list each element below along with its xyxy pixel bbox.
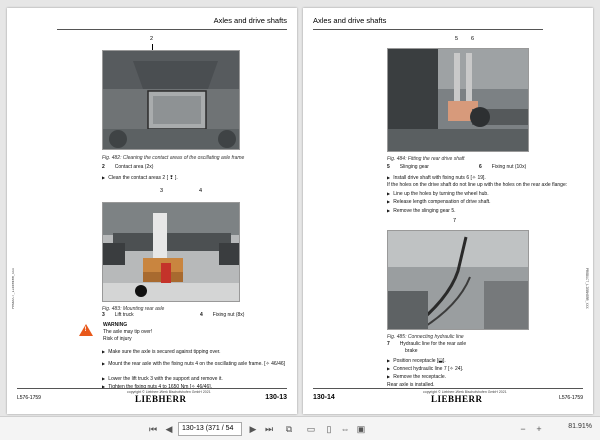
figure-caption: Fig. 482: Cleaning the contact areas of the oscillating axle frame: [102, 155, 245, 161]
page-number-input[interactable]: 130-13 (371 / 54: [178, 422, 242, 436]
step-text: Mount the rear axle with the fixing nuts 4 on the oscillating axle frame. [✧ 46/46]: [108, 361, 286, 367]
step-arrow-icon: ▶: [387, 358, 391, 363]
instruction-step: [102, 360, 287, 368]
photo-mounting-rear-axle: [102, 202, 240, 302]
legend-text: Hydraulic line for the rear axle: [399, 341, 467, 347]
legend-number: 5: [387, 164, 390, 170]
step-arrow-icon: ▶: [387, 208, 391, 213]
photo-hydraulic-line: [387, 230, 529, 330]
instruction-step: [387, 365, 463, 373]
previous-page-button[interactable]: ◀: [165, 424, 173, 434]
left-page: [7, 8, 297, 414]
step-text: Position receptacle [⬓].: [393, 358, 446, 364]
photo-oscillating-axle-frame: [102, 50, 240, 150]
fit-width-icon[interactable]: ⇔: [340, 424, 350, 434]
figure-caption: Fig. 483: Mounting rear axle: [102, 306, 165, 312]
copyright-text: copyright © Liebherr-Werk Bischofshofen GmbH 2021: [423, 390, 507, 394]
step-text: Tighten the fixing nuts 4 to 1650 Nm [✧ 46/46].: [108, 384, 213, 390]
warning-title: WARNING: [103, 322, 128, 328]
side-label: PRODUCT_LIEBHERR_XXX: [584, 268, 588, 309]
step-arrow-icon: ▶: [387, 175, 391, 180]
photo-illustration: [388, 49, 529, 152]
photo-rear-drive-shaft: [387, 48, 529, 152]
instruction-step: [102, 375, 223, 383]
step-arrow-icon: ▶: [102, 384, 106, 389]
instruction-step: [102, 348, 221, 356]
two-page-icon[interactable]: ▯: [326, 424, 332, 434]
legend-number: 2: [102, 164, 105, 170]
legend-row: [102, 312, 134, 319]
legend-row: [200, 312, 244, 319]
zoom-level[interactable]: 81.91%: [568, 423, 592, 430]
legend-text: Slinging gear: [399, 164, 429, 170]
step-text: Release length compensation of drive shaft.: [393, 199, 491, 205]
instruction-step: [387, 198, 491, 206]
zoom-in-button[interactable]: +: [536, 424, 542, 434]
instruction-note: If the holes on the drive shaft do not line up with the holes on the rear axle flange:: [387, 182, 568, 188]
instruction-step: [387, 190, 489, 198]
warning-icon: !: [79, 324, 93, 336]
page-footer: [17, 388, 287, 404]
liebherr-logo: LIEBHERR: [431, 394, 483, 404]
step-arrow-icon: ▶: [387, 199, 391, 204]
photo-illustration: [388, 231, 529, 330]
step-text: Make sure the axle is secured against tipping over.: [108, 349, 221, 355]
document-code: L576-1759: [559, 395, 583, 401]
liebherr-logo: LIEBHERR: [135, 394, 187, 404]
side-label: PRODUCT_LIEBHERR_XXX: [12, 268, 16, 309]
page-number: 130-14: [313, 394, 335, 401]
legend-row: [479, 164, 526, 171]
page-footer: [313, 388, 583, 404]
next-page-button[interactable]: ▶: [249, 424, 257, 434]
instruction-step: [387, 207, 456, 215]
page-header: Axles and drive shafts: [313, 16, 543, 30]
legend-text: Fixing nut (10x): [491, 164, 527, 170]
legend-number: 7: [387, 341, 390, 347]
last-page-button[interactable]: ⏭: [264, 424, 274, 434]
viewer-toolbar: [0, 416, 600, 440]
legend-text-continued: brake: [405, 348, 418, 354]
legend-text: Fixing nut (8x): [212, 312, 245, 318]
step-text: Remove the receptacle.: [393, 374, 447, 380]
document-code: L576-1759: [17, 395, 41, 401]
page-number: 130-13: [265, 394, 287, 401]
callout-4: 4: [199, 188, 203, 194]
fit-page-icon[interactable]: ▣: [356, 424, 366, 434]
step-text: Lower the lift truck 3 with the support and remove it.: [108, 376, 223, 382]
callout-2: 2: [150, 36, 154, 42]
step-arrow-icon: ▶: [102, 175, 106, 180]
step-text: Connect hydraulic line 7 [✧ 24].: [393, 366, 464, 372]
legend-number: 3: [102, 312, 105, 318]
copy-icon[interactable]: ⧉: [285, 424, 293, 434]
single-page-icon[interactable]: ▭: [306, 424, 316, 434]
instruction-step: [387, 357, 446, 365]
legend-row: [387, 164, 429, 171]
first-page-button[interactable]: ⏮: [148, 424, 158, 434]
callout-7: 7: [453, 218, 457, 224]
warning-text-block: [103, 322, 152, 344]
warning-line: The axle may tip over!: [103, 329, 153, 336]
step-text: Line up the holes by turning the wheel hub.: [393, 191, 489, 197]
legend-number: 6: [479, 164, 482, 170]
step-arrow-icon: ▶: [102, 361, 106, 366]
step-text: Remove the slinging gear 5.: [393, 208, 456, 214]
step-text: Clean the contact areas 2 [ ❢ ].: [108, 175, 178, 181]
figure-caption: Fig. 485: Connecting hydraulic line: [387, 334, 464, 340]
warning-line: Risk of injury: [103, 336, 132, 343]
step-text: Install drive shaft with fixing nuts 6 [✧ 19].: [393, 175, 486, 181]
page-header: Axles and drive shafts: [57, 16, 287, 30]
instruction-step: [387, 373, 446, 381]
completion-note: Rear axle is installed.: [387, 382, 435, 388]
legend-number: 4: [200, 312, 203, 318]
copyright-text: copyright © Liebherr-Werk Bischofshofen GmbH 2021: [127, 390, 211, 394]
zoom-out-button[interactable]: −: [520, 424, 526, 434]
photo-illustration: [103, 51, 240, 150]
legend-text: Lift truck: [114, 312, 134, 318]
photo-illustration: [103, 203, 240, 302]
step-arrow-icon: ▶: [387, 374, 391, 379]
callout-5: 5: [455, 36, 459, 42]
legend-text: Contact area (2x): [114, 164, 154, 170]
step-arrow-icon: ▶: [387, 191, 391, 196]
instruction-step: [102, 174, 178, 182]
step-arrow-icon: ▶: [102, 376, 106, 381]
figure-caption: Fig. 484: Fitting the rear drive shaft: [387, 156, 465, 162]
step-arrow-icon: ▶: [387, 366, 391, 371]
legend-row: [387, 341, 466, 348]
callout-3: 3: [160, 188, 164, 194]
legend-row: [102, 164, 153, 171]
callout-6: 6: [471, 36, 475, 42]
step-arrow-icon: ▶: [102, 349, 106, 354]
right-page: [303, 8, 593, 414]
instruction-step: [387, 174, 486, 182]
